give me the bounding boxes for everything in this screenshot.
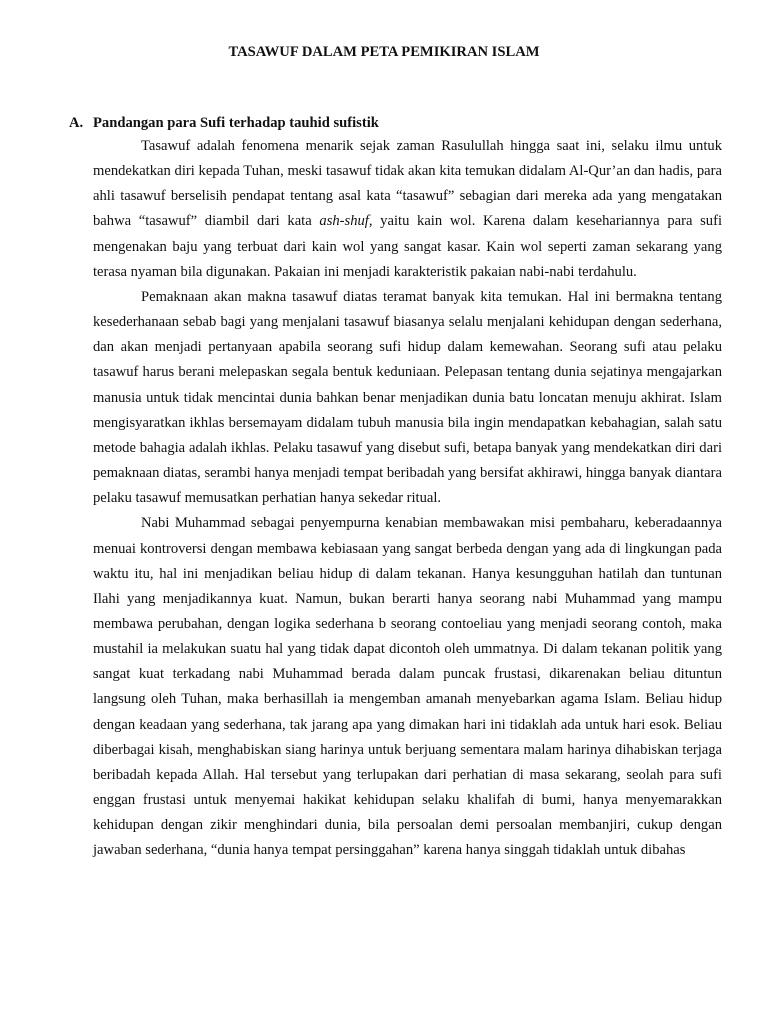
- paragraph-1-text-a: Tasawuf adalah fenomena menarik sejak zaman Rasulullah hingga saat ini, selaku ilmu untuk mendekatkan diri kepada Tuhan, meski tasawuf tidak akan kita temukan didalam Al-Qur’an dan hadis, para ahli tasawuf berselisih pendapat tentang asal kata “tasawuf” sebagian dari mereka ada yang mengatakan bahwa “tasawuf” diambil dari kata: [93, 138, 722, 230]
- section-heading: [69, 112, 722, 134]
- paragraph-1: [93, 134, 722, 285]
- paragraph-3: Nabi Muhammad sebagai penyempurna kenabian membawakan misi pembaharu, keberadaannya menuai kontroversi dengan membawa kebiasaan yang sangat berbeda dengan yang ada di lingkungan pada waktu itu, hal ini menjadikan beliau hidup di dalam tekanan. Hanya kesungguhan hatilah dan tuntunan Ilahi yang menjadikannya kuat. Namun, bukan berarti hanya seorang nabi Muhammad yang mampu membawa perubahan, dengan logika sederhana b seorang contoeliau yang menjadi seorang contoh, maka mustahil ia melakukan suatu hal yang tidak dapat dicontoh oleh ummatnya. Di dalam tekanan politik yang sangat kuat terkadang nabi Muhammad berada dalam puncak frustasi, dikarenakan beliau dituntun langsung oleh Tuhan, maka berhasillah ia mengemban amanah menyebarkan agama Islam. Beliau hidup dengan keadaan yang sederhana, tak jarang apa yang dimakan hari ini tidaklah ada untuk hari esok. Beliau diberbagai kisah, menghabiskan siang harinya untuk berjuang sementara malam harinya dihabiskan terjaga beribadah kepada Allah. Hal tersebut yang terlupakan dari perhatian di masa sekarang, seolah para sufi enggan frustasi untuk menyemai hakikat kehidupan selaku khalifah di bumi, hanya menyemarakkan kehidupan dengan zikir menghindari dunia, bila persoalan demi persoalan membanjiri, cukup dengan jawaban sederhana, “dunia hanya tempat persinggahan” karena hanya singgah tidaklah untuk dibahas: [93, 515, 722, 859]
- section-marker: A.: [69, 115, 84, 131]
- section-heading-text: Pandangan para Sufi terhadap tauhid sufistik: [93, 115, 379, 131]
- paragraph-1-italic-term: ash-shuf: [319, 213, 369, 230]
- paragraph-2: Pemaknaan akan makna tasawuf diatas teramat banyak kita temukan. Hal ini bermakna tentang kesederhanaan sebab bagi yang menjalani tasawuf biasanya selalu menjalani kehidupan dengan sederhana, dan akan menjadi pertanyaan apabila seorang sufi hidup dalam kemewahan. Seorang sufi atau pelaku tasawuf harus berani melepaskan segala bentuk keduniaan. Pelepasan tentang dunia sejatinya mengajarkan manusia untuk tidak mencintai dunia bahkan benar menjadikan dunia batu loncatan menuju akhirat. Islam mengisyaratkan ikhlas bersemayam didalam tubuh manusia bila ingin mendapatkan kebahagian, salah satu metode bahagia adalah ikhlas. Pelaku tasawuf yang disebut sufi, betapa banyak yang mendekatkan diri dari pemaknaan diatas, serambi hanya menjadi tempat beribadah yang bersifat akhirawi, hingga banyak diantara pelaku tasawuf memusatkan perhatian hanya sekedar ritual.: [93, 288, 722, 507]
- document-title: TASAWUF DALAM PETA PEMIKIRAN ISLAM: [228, 44, 540, 60]
- paragraph-1-text-b: , yaitu kain wol. Karena dalam kesehariannya para sufi mengenakan baju yang terbuat dari kain wol yang sangat kasar. Kain wol seperti zaman sekarang yang terasa nyaman bila digunakan. Pakaian ini menjadi karakteristik pakaian nabi-nabi terdahulu.: [93, 213, 722, 280]
